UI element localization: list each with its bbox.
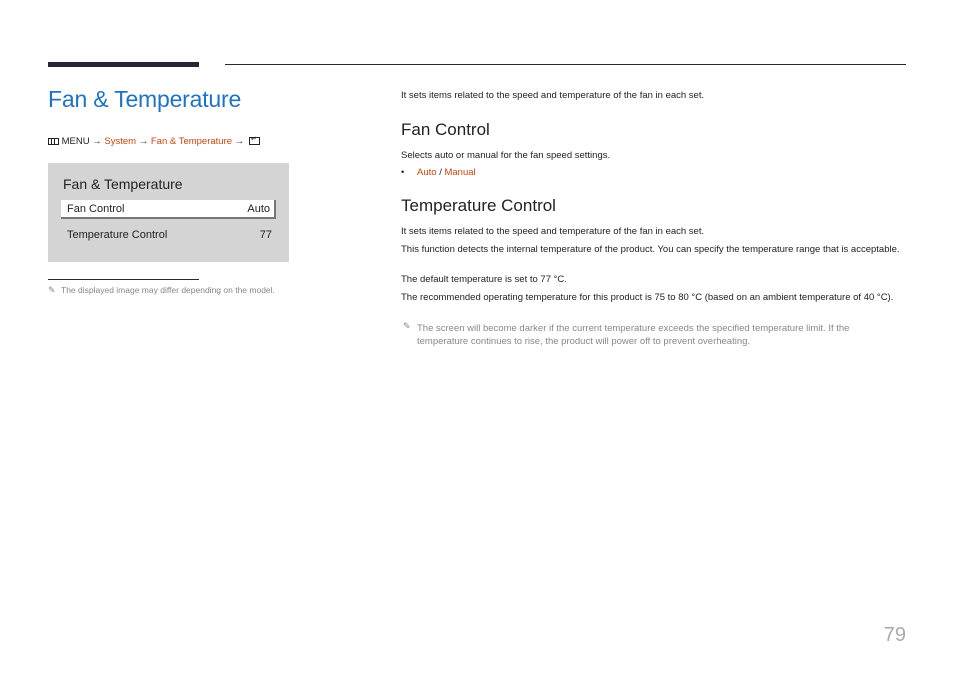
osd-title: Fan & Temperature — [63, 176, 183, 192]
fan-control-desc: Selects auto or manual for the fan speed settings. — [401, 150, 611, 161]
pencil-icon: ✎ — [48, 285, 56, 295]
breadcrumb-arrow: → — [234, 136, 245, 147]
option-auto: Auto — [417, 167, 437, 178]
menu-icon — [48, 138, 59, 145]
breadcrumb-fan-temperature: Fan & Temperature — [150, 136, 233, 147]
breadcrumb-arrow: → — [92, 136, 102, 147]
image-disclaimer: The displayed image may differ depending on the model. — [61, 285, 275, 295]
temperature-default: The default temperature is set to 77 °C. — [401, 274, 567, 285]
breadcrumb-arrow: → — [138, 136, 149, 147]
page-number: 79 — [883, 624, 906, 646]
fan-control-heading: Fan Control — [401, 120, 490, 139]
osd-row-label: Temperature Control — [67, 229, 168, 241]
breadcrumb — [48, 136, 260, 147]
page-title: Fan & Temperature — [48, 86, 242, 112]
pencil-icon: ✎ — [403, 321, 411, 331]
temperature-recommended: The recommended operating temperature for this product is 75 to 80 °C (based on an ambient temperature of 40 °C). — [401, 292, 894, 303]
note-divider — [48, 279, 199, 280]
osd-row-value: Auto — [247, 203, 270, 215]
option-separator: / — [439, 167, 442, 178]
enter-icon — [249, 137, 260, 145]
bullet-dot: • — [401, 167, 405, 178]
header-rule-thin — [225, 64, 906, 65]
temperature-control-heading: Temperature Control — [401, 196, 556, 215]
osd-menu-preview — [48, 163, 289, 262]
intro-text: It sets items related to the speed and temperature of the fan in each set. — [401, 90, 705, 101]
osd-row-value: 77 — [259, 229, 272, 241]
option-manual: Manual — [444, 167, 476, 178]
fan-control-options — [401, 167, 476, 178]
osd-row-label: Fan Control — [67, 203, 125, 215]
breadcrumb-menu: MENU — [61, 136, 90, 147]
osd-row-temperature-control[interactable] — [61, 226, 276, 245]
breadcrumb-system: System — [104, 136, 137, 147]
header-rule-thick — [48, 62, 199, 67]
overheat-note: The screen will become darker if the current temperature exceeds the specified temperature limit. If the temperature continues to rise, the product will power off to prevent overheating. — [417, 323, 850, 347]
temperature-desc-2: This function detects the internal temperature of the product. You can specify the temperature range that is acceptable. — [401, 244, 900, 255]
temperature-desc-1: It sets items related to the speed and temperature of the fan in each set. — [401, 226, 705, 237]
osd-row-fan-control[interactable] — [61, 200, 276, 219]
